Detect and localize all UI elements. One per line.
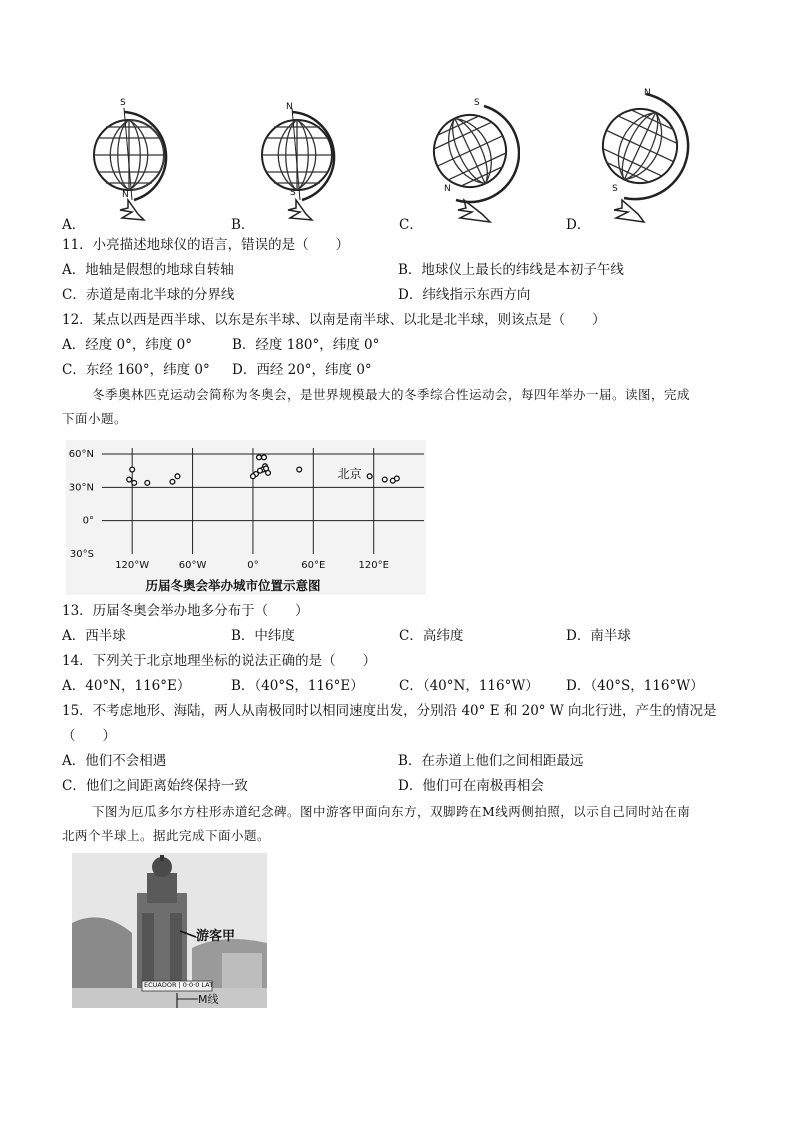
globe-bottom-pole: S — [290, 188, 296, 198]
q15-option-d: D．他们可在南极再相会 — [398, 778, 544, 794]
chart-x-tick-label: 60°E — [301, 560, 326, 571]
globe-option-d — [588, 88, 692, 228]
q13-option-c: C．高纬度 — [399, 628, 464, 644]
chart-x-tick-label: 120°W — [115, 560, 150, 571]
globe-bottom-pole: S — [612, 184, 618, 194]
globe-top-pole: N — [286, 102, 293, 112]
q12-option-c: C．东经 160°，纬度 0° — [62, 362, 210, 378]
chart-point — [251, 474, 256, 479]
chart-y-tick-label: 60°N — [68, 449, 94, 460]
globe-option-b — [252, 100, 342, 228]
chart-point — [257, 455, 262, 460]
q14-option-b: B．（40°S，116°E） — [231, 678, 364, 694]
globe-top-pole: S — [474, 98, 480, 108]
chart-point — [132, 480, 137, 485]
q11-stem: 11．小亮描述地球仪的语言，错误的是（ ） — [62, 237, 350, 253]
q12-option-b: B．经度 180°，纬度 0° — [232, 337, 380, 353]
m-line-label: M线 — [198, 993, 219, 1006]
globe-option-a — [84, 100, 174, 228]
globe-label-b: B． — [231, 217, 255, 233]
globe-icon — [84, 100, 174, 228]
chart-x-tick-label: 0° — [247, 560, 259, 571]
globe-top-pole: N — [644, 88, 651, 98]
chart-point — [170, 479, 175, 484]
plaque-text: ECUADOR | 0·0·0 LAT — [144, 981, 214, 989]
chart-point — [145, 480, 150, 485]
chart-point — [367, 474, 372, 479]
globe-label-a: A． — [62, 217, 86, 233]
q13-option-d: D．南半球 — [566, 628, 631, 644]
q14-stem: 14．下列关于北京地理坐标的说法正确的是（ ） — [62, 653, 377, 669]
chart-point — [127, 477, 132, 482]
chart-point — [382, 477, 387, 482]
chart-y-tick-label: 30°N — [68, 482, 94, 494]
chart-y-tick-label: 30°S — [69, 549, 94, 560]
chart-point — [262, 455, 267, 460]
chart-point — [297, 467, 302, 472]
visitor-label: 游客甲 — [196, 929, 236, 944]
chart-annotation-beijing: 北京 — [337, 467, 362, 482]
globe-icon — [588, 88, 692, 228]
q13-option-a: A．西半球 — [62, 628, 126, 644]
chart-title: 历届冬奥会举办城市位置示意图 — [145, 578, 321, 593]
q12-option-d: D．西经 20°，纬度 0° — [232, 362, 372, 378]
q15-stem-cont: （ ） — [62, 728, 116, 744]
globe-icon — [252, 100, 342, 228]
globe-bottom-pole: N — [444, 184, 451, 194]
intro-winter-line1: 冬季奥林匹克运动会简称为冬奥会，是世界规模最大的冬季综合性运动会，每四年举办一届。读图，完成 — [92, 387, 691, 402]
q13-stem: 13．历届冬奥会举办地多分布于（ ） — [62, 603, 309, 619]
q14-option-a: A．40°N，116°E） — [62, 678, 191, 694]
q13-option-b: B．中纬度 — [231, 628, 295, 644]
intro-winter-line2: 下面小题。 — [62, 411, 128, 426]
chart-point — [394, 476, 399, 481]
globe-bottom-pole: N — [122, 190, 129, 200]
chart-x-tick-label: 120°E — [358, 560, 389, 571]
q14-option-c: C．（40°N，116°W） — [399, 678, 539, 694]
q11-option-c: C．赤道是南北半球的分界线 — [62, 287, 235, 303]
q11-option-d: D．纬线指示东西方向 — [398, 287, 531, 303]
intro-ecuador-line2: 北两个半球上。据此完成下面小题。 — [62, 828, 271, 843]
q15-option-b: B．在赤道上他们之间相距最远 — [398, 753, 584, 769]
globe-top-pole: S — [120, 98, 126, 108]
q11-option-a: A．地轴是假想的地球自转轴 — [62, 262, 234, 278]
q15-option-a: A．他们不会相遇 — [62, 753, 167, 769]
winter-olympics-map-chart — [66, 440, 426, 595]
q11-option-b: B．地球仪上最长的纬线是本初子午线 — [398, 262, 624, 278]
equator-monument-photo — [72, 853, 267, 1008]
intro-ecuador-line1: 下图为厄瓜多尔方柱形赤道纪念碑。图中游客甲面向东方，双脚跨在M线两侧拍照，以示自己同时站在南 — [92, 804, 691, 819]
q15-option-c: C．他们之间距离始终保持一致 — [62, 778, 248, 794]
globe-option-c — [420, 96, 520, 228]
chart-point — [130, 467, 135, 472]
q12-stem: 12．某点以西是西半球、以东是东半球、以南是南半球、以北是北半球，则该点是（ ） — [62, 312, 606, 328]
globe-label-c: C． — [399, 217, 423, 233]
chart-point — [266, 470, 271, 475]
chart-y-tick-label: 0° — [82, 515, 94, 527]
chart-svg — [66, 440, 426, 595]
chart-x-tick-label: 60°W — [178, 560, 207, 571]
chart-point — [175, 474, 180, 479]
globe-icon — [420, 96, 520, 228]
globe-label-d: D． — [566, 217, 591, 233]
q15-stem: 15．不考虑地形、海陆，两人从南极同时以相同速度出发，分别沿 40° E 和 20° W 向北行进，产生的情况是 — [62, 703, 717, 719]
q12-option-a: A．经度 0°，纬度 0° — [62, 337, 193, 353]
q14-option-d: D．（40°S，116°W） — [566, 678, 704, 694]
